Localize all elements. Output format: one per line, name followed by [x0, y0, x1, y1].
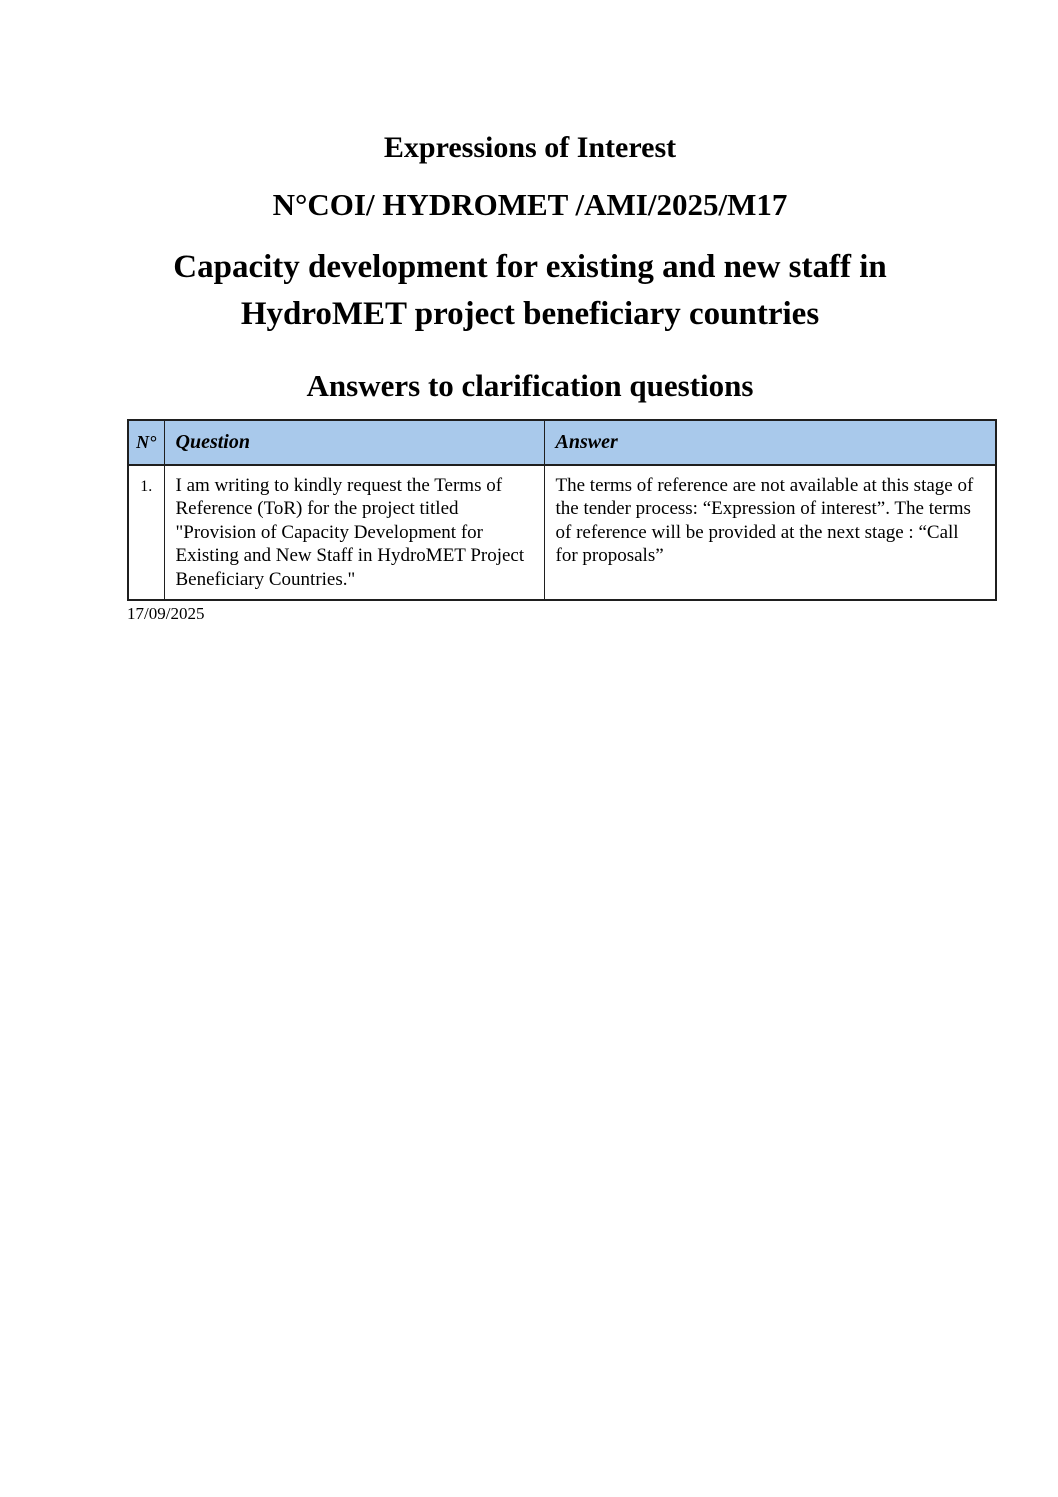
row-number-cell: 1.: [128, 465, 164, 601]
doc-reference-number: N°COI/ HYDROMET /AMI/2025/M17: [272, 186, 788, 222]
doc-subject-title: Capacity development for existing and new staff in HydroMET project beneficiary countries: [173, 249, 887, 332]
date-stamp: 17/09/2025: [127, 604, 205, 624]
qa-table: [127, 419, 997, 602]
doc-title: Expressions of Interest: [383, 131, 677, 164]
section-heading: Answers to clarification questions: [306, 367, 754, 403]
header-row: [128, 420, 996, 465]
qa-table-body: [128, 465, 996, 601]
column-header-question: Question: [164, 420, 544, 465]
table-row: [128, 465, 996, 601]
qa-table-header: [128, 420, 996, 465]
answer-cell: The terms of reference are not available at this stage of the tender process: “Expression of interest”. The terms of reference will be provided at the next stage : “Call for proposals”: [544, 465, 996, 601]
question-cell: I am writing to kindly request the Terms of Reference (ToR) for the project titled "Provision of Capacity Development for Existing and New Staff in HydroMET Project Beneficiary Countries.": [164, 465, 544, 601]
document-content: [0, 0, 1058, 404]
column-header-number: N°: [128, 420, 164, 465]
column-header-answer: Answer: [544, 420, 996, 465]
